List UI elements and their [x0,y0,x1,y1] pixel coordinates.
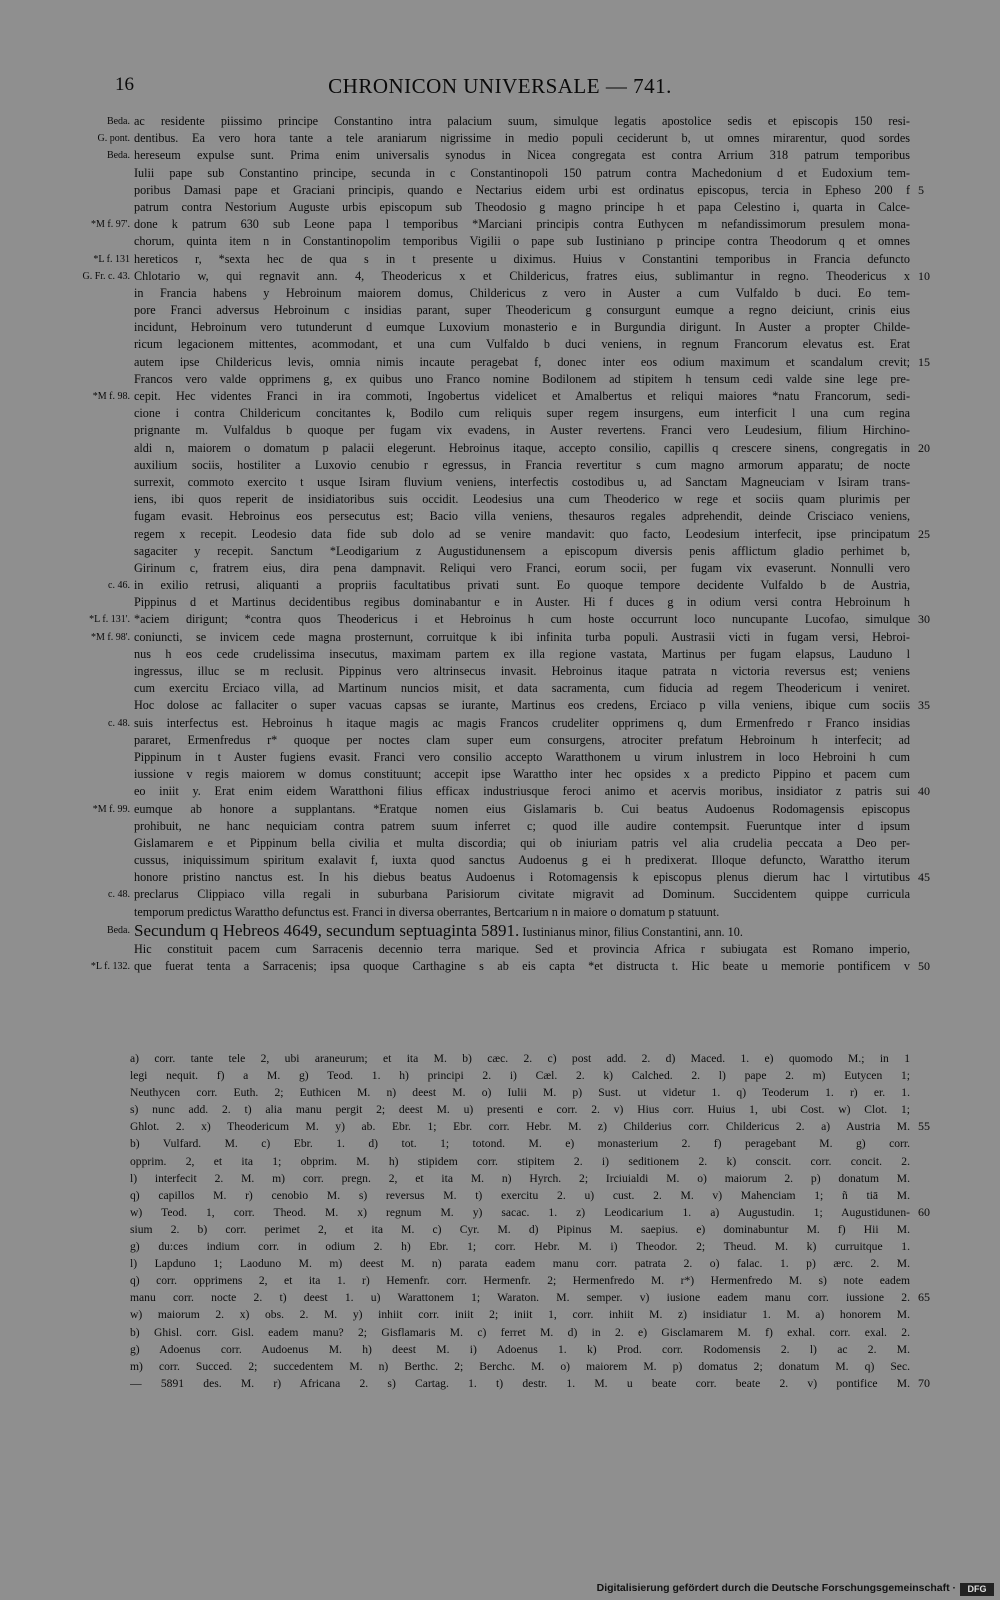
footnote-text: legi nequit. f) a M. g) Teod. 1. h) principi 2. i) Cæl. 2. k) Calched. 2. l) pape 2. m) Eutycen 1; [130,1069,910,1083]
footnote-line [0,1118,1000,1135]
line-text: Iulii pape sub Constantino principe, secunda in c Constantinopoli 150 patrum contra Machedonium d et Eudoxium tem- [134,165,910,180]
line-number: 20 [918,440,930,455]
footnote-text: g) du:ces indium corr. in odium 2. h) Ebr. 1; corr. Hebr. M. i) Theodor. 2; Theud. M. k) curruitque 1. [130,1240,910,1254]
footnote-text: w) Teod. 1, corr. Theod. M. x) regnum M. y) sacac. 1. z) Leodicarium 1. a) Augustudin. 1; Augustidunen- [130,1205,910,1219]
line-text: Hoc dolose ac fallaciter o super vacuas capsas se iurante, Martinus eos credens, Erciaco p villa veniens, ibique cum sociis [134,698,910,713]
text-line [0,302,1000,319]
line-text: eo iniit y. Erat enim eidem Waratthoni filius efficax industriusque feroci animo et acervis moribus, insidiator z patris sui [134,784,910,799]
text-line [0,371,1000,388]
main-text [0,113,1000,975]
text-line [0,405,1000,422]
line-number: 10 [918,268,930,283]
text-line [0,835,1000,852]
text-line [0,680,1000,697]
text-line [0,165,1000,182]
text-line [0,663,1000,680]
line-text [134,921,910,942]
footnote-text: manu corr. nocte 2. t) deest 1. u) Warattonem 1; Waraton. M. semper. v) iusione eadem manu corr. iussione 2. [130,1291,910,1305]
text-line [0,818,1000,835]
line-number: 30 [918,612,930,627]
text-line [0,886,1000,903]
line-text: incidunt, Hebroinum vero tutunderunt d eumque Luxovium monasterio e in Burgundia dirigunt. In Auster a propter Childe- [134,320,910,335]
line-number: 55 [918,1119,930,1134]
margin-source: c. 48. [108,889,130,901]
footnote-text: Ghlot. 2. x) Theodericum M. y) ab. Ebr. 1; Ebr. corr. Hebr. M. z) Childerius corr. Childericus 2. a) Austria M. [130,1120,910,1134]
footnote-text: w) maiorum 2. x) obs. 2. M. y) inhiit corr. iniit 2; iniit 1, corr. inhiit M. z) insidiatur 1. M. a) honorem M. [130,1308,910,1322]
line-number: 70 [918,1375,930,1390]
line-text: iussione v regis maiorem w domus constituunt; accepit ipse Warattho inter hec opsides x a predicto Pippino et pacem cum [134,767,910,782]
text-line [0,147,1000,164]
margin-source: *M f. 98'. [90,631,130,643]
line-text: patrum contra Nestorium Auguste urbis episcopum sub Theodosio g magno principe h et papa Celestino i, quarta in Calce- [134,199,910,214]
footnote-text: Neuthycen corr. Euth. 2; Euthicen M. n) deest M. o) Iulii M. p) Sust. ut videtur 1. q) Teoderum 1. r) er. 1. [130,1086,910,1100]
footnote-line [0,1341,1000,1358]
text-line [0,749,1000,766]
footnote-text: g) Adoenus corr. Audoenus M. h) deest M. i) Adoenus 1. k) Prod. corr. Rodomensis 2. l) ac 2. M. [130,1342,910,1356]
footnote-line [0,1306,1000,1323]
line-number: 50 [918,959,930,973]
margin-source: *L f. 132. [90,961,130,972]
line-text: pararet, Ermenfredus r* quoque per noctes clam super eum consurgens, atrociter prefatum Hebroinum h interfecit; ad [134,732,910,747]
line-text: surrexit, commoto exercito t usque Isiram fluvium veniens, interfectis costodibus u, ad Sanctam Magneuciam v Isiram trans- [134,474,910,489]
footnote-line [0,1067,1000,1084]
text-line [0,251,1000,268]
text-line [0,354,1000,371]
text-line [0,697,1000,714]
footnote-line [0,1170,1000,1187]
text-line [0,941,1000,958]
line-number: 25 [918,526,930,541]
text-line [0,474,1000,491]
line-number: 40 [918,784,930,799]
line-text: Chlotario w, qui regnavit ann. 4, Theodericus x et Childericus, fratres eius, sublimantur in regno. Theodericus x [134,268,910,283]
text-line [0,216,1000,233]
footnote-text: — 5891 des. M. r) Africana 2. s) Cartag. 1. t) destr. 1. M. u beate corr. beate 2. v) pontifice M. [130,1376,910,1390]
text-line [0,233,1000,250]
line-text: dentibus. Ea vero hora tante a tele araniarum nigrissime in medio populi ceciderunt b, ut omnes mirarentur, quod sordes [134,131,910,146]
line-text: cussus, iniquissimum spiritum exalavit f, iuxta quod sanctus Audoenus g ei h predixerat. Illoque defuncto, Warattho iterum [134,853,910,868]
line-number: 45 [918,870,930,885]
footnote-text: opprim. 2, et ita 1; obprim. M. h) stipidem corr. stipitem 2. i) seditionem 2. k) conscit. corr. concit. 2. [130,1154,910,1168]
line-text: Pippinus d et Martinus decidentibus regibus dominabantur e in Auster. Hi f duces g in odium versi contra Hebroinum h [134,595,910,610]
text-line [0,577,1000,594]
footnote-line [0,1272,1000,1289]
page-number: 16 [115,74,134,95]
era-heading: Secundum q Hebreos 4649, secundum septuaginta 5891. [134,920,520,940]
line-text: Hic constituit pacem cum Sarracenis decennio terra marique. Sed et provincia Africa r subiugata est Romano imperio, [134,941,910,956]
text-line [0,285,1000,302]
footnote-text: q) corr. opprimens 2, et ita 1. r) Hemenfr. corr. Hermenfr. 2; Hermenfredo M. r*) Hermenfredo M. s) note eadem [130,1274,910,1288]
footnote-text: b) Vulfard. M. c) Ebr. 1. d) tot. 1; totond. M. e) monasterium 2. f) peragebant M. g) corr. [130,1137,910,1151]
text-line [0,611,1000,628]
footnote-line [0,1187,1000,1204]
line-text: preclarus Clippiaco villa regali in suburbana Parisiorum civitate migravit ad Dominum. Succidentem quippe curricula [134,887,910,902]
margin-source: G. pont. [97,133,130,145]
line-number: 65 [918,1290,930,1305]
margin-source: *M f. 99. [92,803,130,815]
footnote-text: b) Ghisl. corr. Gisl. eadem manu? 2; Gisflamaris M. c) ferret M. d) in 2. e) Gisclamarem M. f) exhal. corr. exal. 2. [130,1325,910,1339]
line-text: in Francia habens y Hebroinum maiorem domus, Childericus z vero in Auster a cum Vulfaldo b duci. Eo tem- [134,285,910,300]
margin-source: *M f. 97'. [90,219,130,231]
line-text: aldi n, maiorem o domatum p palacii elegerunt. Hebroinus itaque, accepto consilio, capillis q crescere sinens, congregatis in [134,440,910,455]
line-text: temporum predictus Warattho defunctus est. Franci in diversa oberrantes, Bertcarium n in maiore o domatum p statuunt. [134,904,720,919]
footnote-line [0,1358,1000,1375]
line-text: Francos vero valde opprimens g, ex quibus uno Franco nomine Bodilonem ad stipitem h tensum cedi valde sine lege pre- [134,371,910,386]
line-text: prohibuit, ne hanc nequiciam contra patrem suum inferret c; quod ille audire contempsit. Fueruntque inter d ipsum [134,818,910,833]
line-text: ac residente piissimo principe Constantino intra palacium suum, simulque legatis apostolice sedis et episcopis 150 resi- [134,114,910,128]
footnote-line [0,1135,1000,1152]
line-text: ingressus, illuc se m reclusit. Pippinus vero altrinsecus invasit. Hebroinus itaque patrata n victoria reversus est; veniens [134,664,910,678]
footnote-text: q) capillos M. r) cenobio M. s) reversus M. t) exercitu 2. u) cust. 2. M. v) Mahenciam 1; ñ tiā M. [130,1188,910,1202]
page-title: CHRONICON UNIVERSALE — 741. [328,74,672,98]
line-text: Gislamarem e et Pippinum bella civilia et multa discordia; qui ob iniuriam patris vel alia crudelia peccata a Deo per- [134,835,910,850]
text-line [0,319,1000,336]
footnote-line [0,1375,1000,1392]
line-text: cione i contra Childericum concitantes k, Bodilo cum reliquis super regem insurgens, eum interficit l una cum regina [134,406,910,421]
margin-source: Beda. [106,150,130,162]
line-text: auxilium sociis, hostiliter a Luxovio cenubio r egressus, in Francia revertitur s cum magno armorum apparatu; de nocte [134,457,910,472]
footnote-line [0,1101,1000,1118]
text-line [0,783,1000,800]
footnote-line [0,1204,1000,1221]
line-text: prignante m. Vulfaldus b quoque per fugam vix evadens, in Auster revertens. Franci vero Leudesium, filium Hirchino- [134,423,910,438]
margin-source: G. Fr. c. 43. [82,270,130,282]
footnote-text: m) corr. Succed. 2; succedentem M. n) Berthc. 2; Berchc. M. o) maiorem M. p) domatus 2; donatum M. q) Sec. [130,1359,910,1373]
line-text: Pippinum in t Auster fugiens evasit. Franci vero consilio accepto Waratthonem u virum inlustrem in loco Hebroini h cum [134,749,910,764]
text-line [0,869,1000,886]
footnote-line [0,1153,1000,1170]
line-text: ricum legacionem mittentes, acommodant, et una cum Vulfaldo b duci veniens, in regnum Francorum elevatus est. Erat [134,337,910,352]
margin-source: Beda. [106,924,130,936]
text-line [0,388,1000,405]
text-line [0,646,1000,663]
line-number: 60 [918,1204,930,1219]
text-line [0,199,1000,216]
footnote-text: s) nunc add. 2. t) alia manu pergit 2; deest M. u) presenti e corr. 2. v) Hius corr. Huius 1, ubi Cost. w) Clot. 1; [130,1103,910,1117]
margin-source: Beda. [106,116,130,127]
line-text-rest: Iustinianus minor, filius Constantini, ann. 10. [519,924,743,939]
line-text: hereseum expulse sunt. Prima enim universalis synodus in Nicea congregata est contra Arrium 318 patrum temporibus [134,148,910,163]
line-text: coniuncti, se invicem cede magna prosternunt, corruitque k ibi infinita turba populi. Austrasii victi in fugam versi, Hebroi- [134,629,910,644]
line-text: cepit. Hec videntes Franci in ira commoti, Ingobertus videlicet et Amalbertus et reliqui maiores *natu Francorum, sedi- [134,389,910,403]
footnotes [0,1050,1000,1392]
line-text: fugam evasit. Hebroinus eos persecutus est; Bacio villa veniens, thesauros regales adprehendit, deinde Crisciaco veniens, [134,509,910,524]
margin-source: *M f. 98. [92,391,130,402]
line-text: chorum, quinta item n in Constantinopolim temporibus Vigilii o pape sub Iustiniano p principe contra Theodorum q et omnes [134,234,910,249]
line-text: Girinum c, fratrem eius, dira pena dampnavit. Reliqui vero Franci, eorum socii, per fugam vix evaserunt. Nonnulli vero [134,560,910,575]
text-line [0,629,1000,646]
footnote-line [0,1221,1000,1238]
text-line [0,113,1000,130]
line-text: cum exercitu Erciaco villa, ad Martinum nuncios misit, et data sacramenta, cum fiducia ad regem Theodericum i veniret. [134,681,910,696]
footnote-text: sium 2. b) corr. perimet 2, et ita M. c) Cyr. M. d) Pipinus M. saepius. e) dominabuntur M. f) Hii M. [130,1222,910,1236]
footnote-line [0,1238,1000,1255]
text-line [0,422,1000,439]
text-line [0,732,1000,749]
footnote-text: l) Lapduno 1; Laoduno M. m) deest M. n) parata eadem manu corr. patrata 2. o) falac. 1. p) ærc. 2. M. [130,1257,910,1271]
text-line [0,594,1000,611]
text-line [0,491,1000,508]
text-line [0,715,1000,732]
text-line [0,182,1000,199]
footnote-text: l) interfecit 2. M. m) corr. pregn. 2, et ita M. n) Hyrch. 2; Irciuialdi M. o) maiorum 2. p) donatum M. [130,1171,910,1185]
text-line [0,336,1000,353]
text-line [0,958,1000,975]
text-line [0,268,1000,285]
line-text: nus h eos cede crudelissima insecutus, maximam partem ex illa regione vastata, Martinus per fugam elapsus, Lauduno l [134,646,910,661]
era-heading-line [0,921,1000,941]
line-text: poribus Damasi pape et Graciani principis, quando e Nectarius eidem urbi est ordinatus episcopus, tercia in Epheso 200 f [134,182,910,197]
line-number: 15 [918,354,930,369]
text-line [0,440,1000,457]
margin-source: *L f. 131 [93,253,130,265]
line-text: done k patrum 630 sub Leone papa l temporibus *Marciani principis contra Euthycen m nefandissimorum presulem mona- [134,217,910,232]
line-number: 5 [918,182,924,197]
dfg-logo: DFG [960,1583,994,1596]
text-line [0,508,1000,525]
page-header [0,74,1000,102]
line-text: sagaciter y recepit. Sanctum *Leodigarium z Augustidunensem a episcopum diversis penis afflictum gladio perhimet b, [134,543,910,558]
line-text: suis interfectus est. Hebroinus h itaque magis ac magis Francos crudeliter opprimens q, dum Ermenfredo r Franco insidias [134,715,910,730]
footnote-line [0,1324,1000,1341]
line-text: que fuerat tenta a Sarracenis; ipsa quoque Carthagine s ab eis capta *et distructa t. Hic beate u memorie pontificem v [134,959,910,973]
line-text: eumque ab honore a supplantans. *Eratque nomen eius Gislamaris b. Cui beatus Audoenus Rodomagensis episcopus [134,801,910,816]
footnote-text: a) corr. tante tele 2, ubi araneurum; et ita M. b) cæc. 2. c) post add. 2. d) Maced. 1. e) quomodo M.; in 1 [130,1052,910,1065]
text-line [0,560,1000,577]
footer [0,1582,1000,1598]
margin-source: c. 48. [108,717,130,729]
text-line [0,766,1000,783]
text-line [0,457,1000,474]
line-text: honore pristino nanctus est. In his diebus beatus Audoenus i Rotomagensis k episcopus plenus dierum hac l virtutibus [134,870,910,885]
text-line [0,526,1000,543]
line-number: 35 [918,698,930,713]
text-line [0,904,1000,921]
footnote-line [0,1289,1000,1306]
line-text: autem ipse Childericus levis, omnia nimis incaute peragebat f, donec inter eos odium maximum et scandalum crevit; [134,354,910,369]
text-line [0,801,1000,818]
line-text: in exilio retrusi, aliquanti a propriis facultatibus privati sunt. Eo quoque tempore decidente Vulfaldo b de Austria, [134,578,910,593]
footnote-line [0,1255,1000,1272]
line-text: iens, ibi quos reperit de insidiatoribus suis occidit. Leodesius una cum Theoderico w rege et sociis quam plurimis per [134,492,910,507]
text-line [0,543,1000,560]
margin-source: *L f. 131'. [89,614,130,626]
footnote-line [0,1050,1000,1067]
margin-source: c. 46. [108,580,130,592]
text-line [0,852,1000,869]
line-text: pore Franci adversus Hebroinum c insidias parant, super Theodericum g consurgunt eumque a regno deiciunt, crinis eius [134,303,910,318]
line-text: *aciem dirigunt; *contra quos Theodericus i et Hebroinus h cum hoste occurrunt loco nuncupante Lucofao, simulque [134,612,910,627]
footnote-line [0,1084,1000,1101]
text-line [0,130,1000,147]
line-text: regem x recepit. Leodesio data fide sub dolo ad se venire mandavit: quo facto, Leodesium interfecit, ipse principatum [134,526,910,541]
line-text: hereticos r, *sexta hec de qua s in t presente u diximus. Huius v Constantini temporibus in Francia defuncto [134,251,910,266]
funding-credit: Digitalisierung gefördert durch die Deutsche Forschungsgemeinschaft · [596,1582,956,1594]
